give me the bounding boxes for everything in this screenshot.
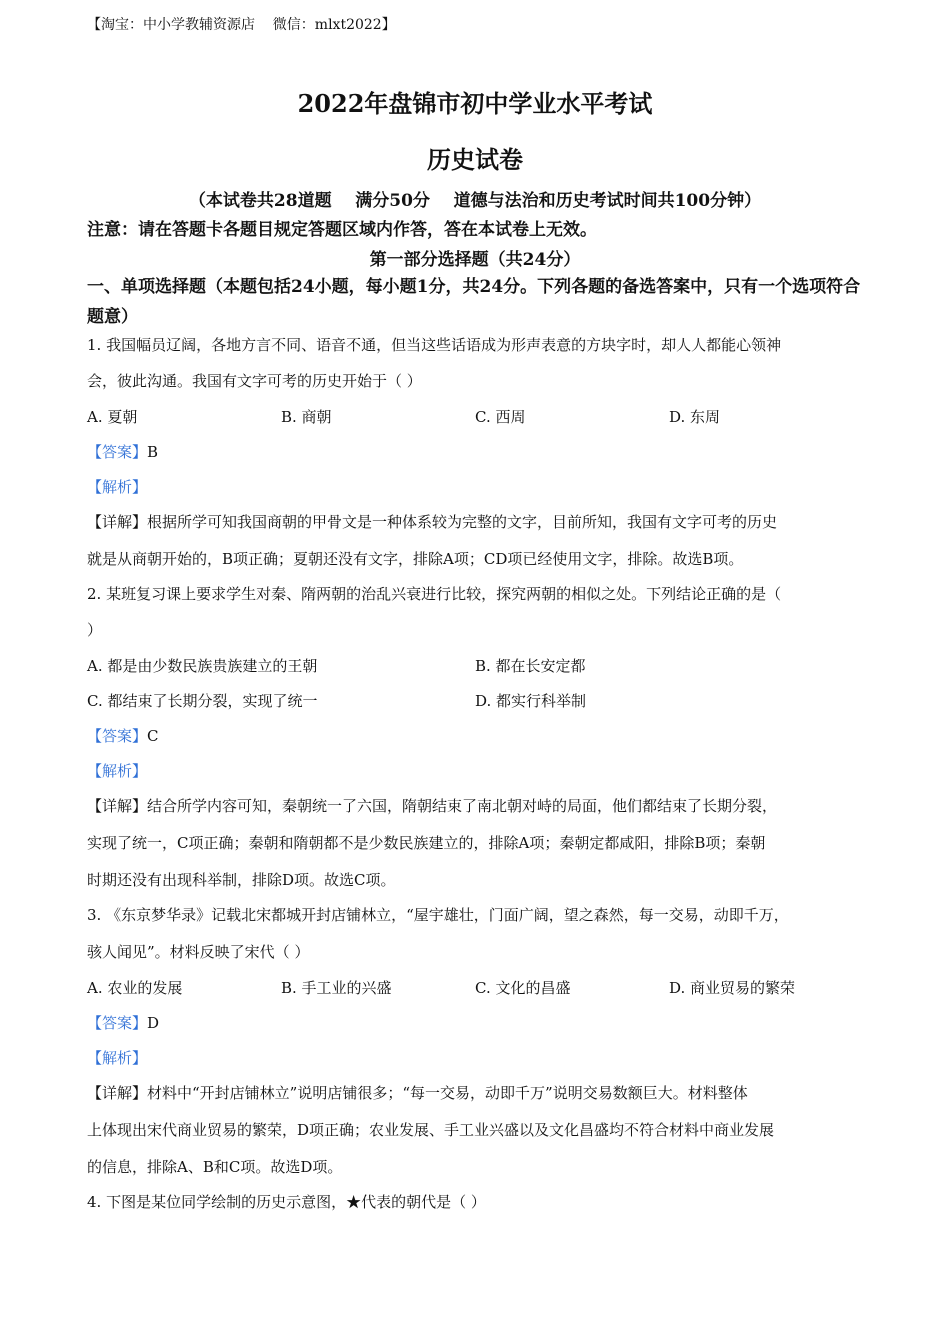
exam-subject-title: 历史试卷 <box>427 145 523 174</box>
analysis-line <box>87 760 147 781</box>
detail-line <box>87 795 777 816</box>
detail-text: 根据所学可知我国商朝的甲骨文是一种体系较为完整的文字，目前所知，我国有文字可考的历史 <box>147 513 778 531</box>
analysis-label: 【解析】 <box>87 478 148 496</box>
option: A. 夏朝 <box>87 408 138 426</box>
detail-label: 【详解】 <box>87 513 148 531</box>
detail-text: 实现了统一，C项正确；秦朝和隋朝都不是少数民族建立的，排除A项；秦朝定都咸阳，排除B项；秦朝 <box>87 834 766 852</box>
detail-text: 时期还没有出现科举制，排除D项。故选C项。 <box>87 871 396 889</box>
detail-text: 材料中“开封店铺林立”说明店铺很多；“每一交易，动即千万”说明交易数额巨大。材料整体 <box>147 1084 748 1102</box>
option: B. 手工业的兴盛 <box>281 979 392 997</box>
answer-value: B <box>147 443 159 461</box>
analysis-label: 【解析】 <box>87 762 148 780</box>
answer-label: 【答案】 <box>87 1014 148 1032</box>
detail-label: 【详解】 <box>87 1084 148 1102</box>
exam-notice: 注意：请在答题卡各题目规定答题区域内作答，答在本试卷上无效。 <box>87 220 597 240</box>
part-title: 第一部分选择题（共24分） <box>369 250 581 270</box>
detail-line <box>87 511 777 532</box>
answer-line <box>87 725 159 746</box>
header-note: 【淘宝：中小学教辅资源店 微信：mlxt2022】 <box>87 17 396 33</box>
detail-label: 【详解】 <box>87 797 148 815</box>
option: D. 都实行科举制 <box>475 692 587 710</box>
option: A. 农业的发展 <box>87 979 183 997</box>
answer-label: 【答案】 <box>87 727 148 745</box>
detail-text: 结合所学内容可知，秦朝统一了六国，隋朝结束了南北朝对峙的局面，他们都结束了长期分裂， <box>147 797 778 815</box>
question-stem: 会，彼此沟通。我国有文字可考的历史开始于（ ） <box>87 372 422 390</box>
detail-text: 上体现出宋代商业贸易的繁荣，D项正确；农业发展、手工业兴盛以及文化昌盛均不符合材料中商业发展 <box>87 1121 775 1139</box>
analysis-label: 【解析】 <box>87 1049 148 1067</box>
answer-label: 【答案】 <box>87 443 148 461</box>
answer-value: D <box>147 1014 160 1032</box>
option: B. 都在长安定都 <box>475 657 586 675</box>
option: B. 商朝 <box>281 408 332 426</box>
option: D. 商业贸易的繁荣 <box>669 979 796 997</box>
option: D. 东周 <box>669 408 721 426</box>
question-stem: ） <box>87 621 103 639</box>
question-stem: 1. 我国幅员辽阔，各地方言不同、语音不通，但当这些话语成为形声表意的方块字时，却人人都能心领神 <box>87 336 782 354</box>
section-heading: 一、单项选择题（本题包括24小题，每小题1分，共24分。下列各题的备选答案中，只有一个选项符合题意） <box>87 277 861 327</box>
detail-text: 的信息，排除A、B和C项。故选D项。 <box>87 1158 343 1176</box>
question-stem: 2. 某班复习课上要求学生对秦、隋两朝的治乱兴衰进行比较，探究两朝的相似之处。下列结论正确的是（ <box>87 585 782 603</box>
analysis-line <box>87 476 147 497</box>
answer-line <box>87 441 158 462</box>
question-stem: 4. 下图是某位同学绘制的历史示意图，★代表的朝代是（ ） <box>87 1193 486 1211</box>
detail-line <box>87 1082 748 1103</box>
option: A. 都是由少数民族贵族建立的王朝 <box>87 657 318 675</box>
answer-value: C <box>147 727 159 745</box>
question-stem: 骇人闻见”。材料反映了宋代（ ） <box>87 943 310 961</box>
exam-title: 2022年盘锦市初中学业水平考试 <box>297 89 653 118</box>
option: C. 西周 <box>475 408 526 426</box>
detail-text: 就是从商朝开始的，B项正确；夏朝还没有文字，排除A项；CD项已经使用文字，排除。故选B项。 <box>87 550 744 568</box>
question-stem: 3. 《东京梦华录》记载北宋都城开封店铺林立，“屋宇雄壮，门面广阔，望之森然，每一交易，动即千万， <box>87 906 789 924</box>
answer-line <box>87 1012 159 1033</box>
option: C. 文化的昌盛 <box>475 979 571 997</box>
option: C. 都结束了长期分裂，实现了统一 <box>87 692 318 710</box>
exam-info: （本试卷共28道题 满分50分 道德与法治和历史考试时间共100分钟） <box>188 191 762 211</box>
analysis-line <box>87 1047 147 1068</box>
